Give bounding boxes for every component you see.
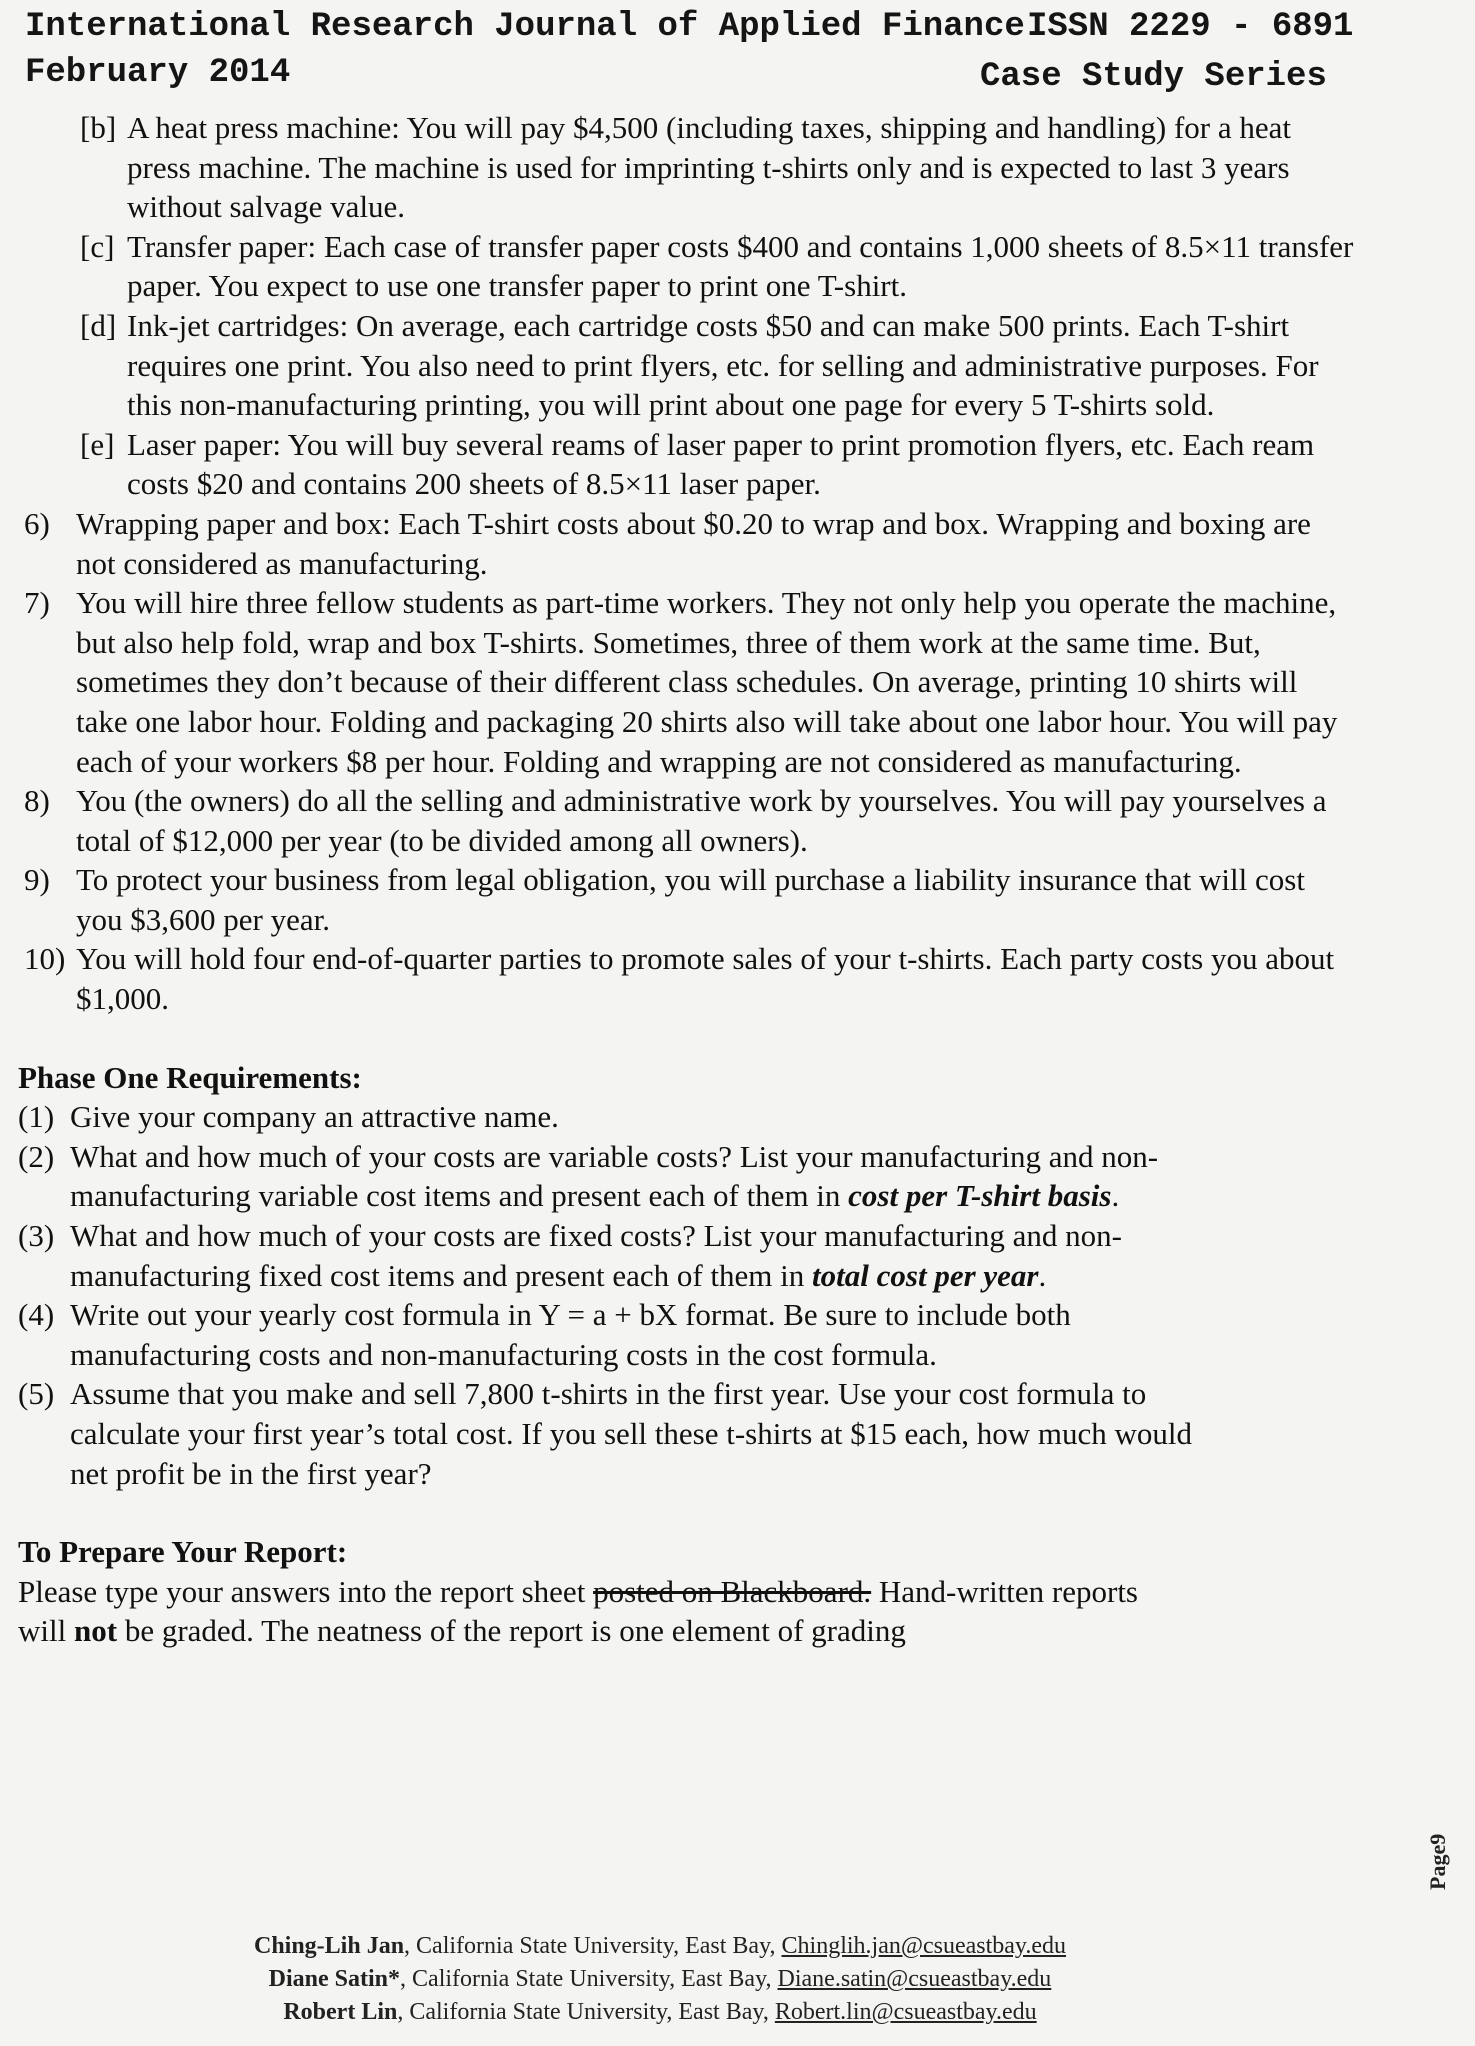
series-name: Case Study Series <box>980 58 1327 96</box>
report-instructions: Please type your answers into the report sheet posted on Blackboard. Hand-written reports will not be graded. The neatness of the report is one element of grading <box>18 1573 1139 1649</box>
requirement-item: (3) What and how much of your costs are fixed costs? List your manufacturing and non-manufacturing fixed cost items and present each of them in total cost per year. <box>18 1218 1122 1293</box>
list-item: 7) You will hire three fellow students as part-time workers. They not only help you operate the machine, but also help fold, wrap and box T-shirts. Sometimes, three of them work at the same time. But, sometimes they don’t because of their different class schedules. On average, printing 10 shirts will take one labor hour. Folding and packaging 20 shirts also will take about one labor hour. You will pay each of your workers $8 per hour. Folding and wrapping are not considered as manufacturing. <box>24 585 1338 779</box>
email-link[interactable]: Robert.lin@csueastbay.edu <box>774 1999 1037 2025</box>
journal-title: International Research Journal of Applied Finance <box>25 8 1025 46</box>
list-item: [c] Transfer paper: Each case of transfer paper costs $400 and contains 1,000 sheets of 8.5×11 transfer paper. You expect to use one transfer paper to print one T-shirt. <box>80 228 1354 304</box>
list-item: [d] Ink-jet cartridges: On average, each cartridge costs $50 and can make 500 prints. Each T-shirt requires one print. You also need to print flyers, etc. for selling and administrative purposes. For this non-manufacturing printing, you will print about one page for every 5 T-shirts sold. <box>80 307 1319 423</box>
emphasis: cost per T-shirt basis <box>848 1178 1112 1214</box>
list-item: 10) You will hold four end-of-quarter parties to promote sales of your t-shirts. Each party costs you about $1,000. <box>24 941 1335 1017</box>
list-item: [b] A heat press machine: You will pay $4,500 (including taxes, shipping and handling) for a heat press machine. The machine is used for imprinting t-shirts only and is expected to last 3 years without salvage value. <box>80 110 1292 225</box>
list-item: 9) To protect your business from legal obligation, you will purchase a liability insurance that will cost you $3,600 per year. <box>24 862 1305 937</box>
struck-text: posted on Blackboard. <box>593 1573 872 1609</box>
emphasis: total cost per year <box>812 1257 1039 1293</box>
requirement-item: (1) Give your company an attractive name. <box>18 1099 559 1135</box>
list-item: 8) You (the owners) do all the selling and administrative work by yourselves. You will pay yourselves a total of $12,000 per year (to be divided among all owners). <box>24 783 1327 858</box>
email-link[interactable]: Diane.satin@csueastbay.edu <box>777 1966 1052 1992</box>
report-heading: To Prepare Your Report: <box>18 1534 348 1570</box>
page-number: Page9 <box>1425 1833 1450 1890</box>
author-line: Ching-Lih Jan, California State University, East Bay, Chinglih.jan@csueastbay.edu <box>253 1933 1067 1959</box>
author-line: Diane Satin*, California State University, East Bay, Diane.satin@csueastbay.edu <box>268 1966 1052 1992</box>
email-link[interactable]: Chinglih.jan@csueastbay.edu <box>781 1933 1067 1959</box>
phase-one-heading: Phase One Requirements: <box>18 1059 362 1095</box>
issue-date: February 2014 <box>25 54 291 92</box>
requirement-item: (2) What and how much of your costs are variable costs? List your manufacturing and non-manufacturing variable cost items and present each of them in cost per T-shirt basis. <box>18 1138 1159 1214</box>
list-item: [e] Laser paper: You will buy several reams of laser paper to print promotion flyers, etc. Each ream costs $20 and contains 200 sheets of 8.5×11 laser paper. <box>80 426 1315 502</box>
body-text <box>0 108 1475 1651</box>
bold-not: not <box>73 1613 118 1649</box>
author-line: Robert Lin, California State University, East Bay, Robert.lin@csueastbay.edu <box>283 1999 1037 2025</box>
author-list <box>0 1930 1320 2029</box>
issn: ISSN 2229 - 6891 <box>1027 8 1354 46</box>
requirement-item: (4) Write out your yearly cost formula in Y = a + bX format. Be sure to include both manufacturing costs and non-manufacturing costs in the cost formula. <box>18 1297 1071 1372</box>
list-item: 6) Wrapping paper and box: Each T-shirt costs about $0.20 to wrap and box. Wrapping and boxing are not considered as manufacturing. <box>24 505 1311 581</box>
requirement-item: (5) Assume that you make and sell 7,800 t-shirts in the first year. Use your cost formula to calculate your first year’s total cost. If you sell these t-shirts at $15 each, how much would net profit be in the first year? <box>18 1376 1193 1491</box>
